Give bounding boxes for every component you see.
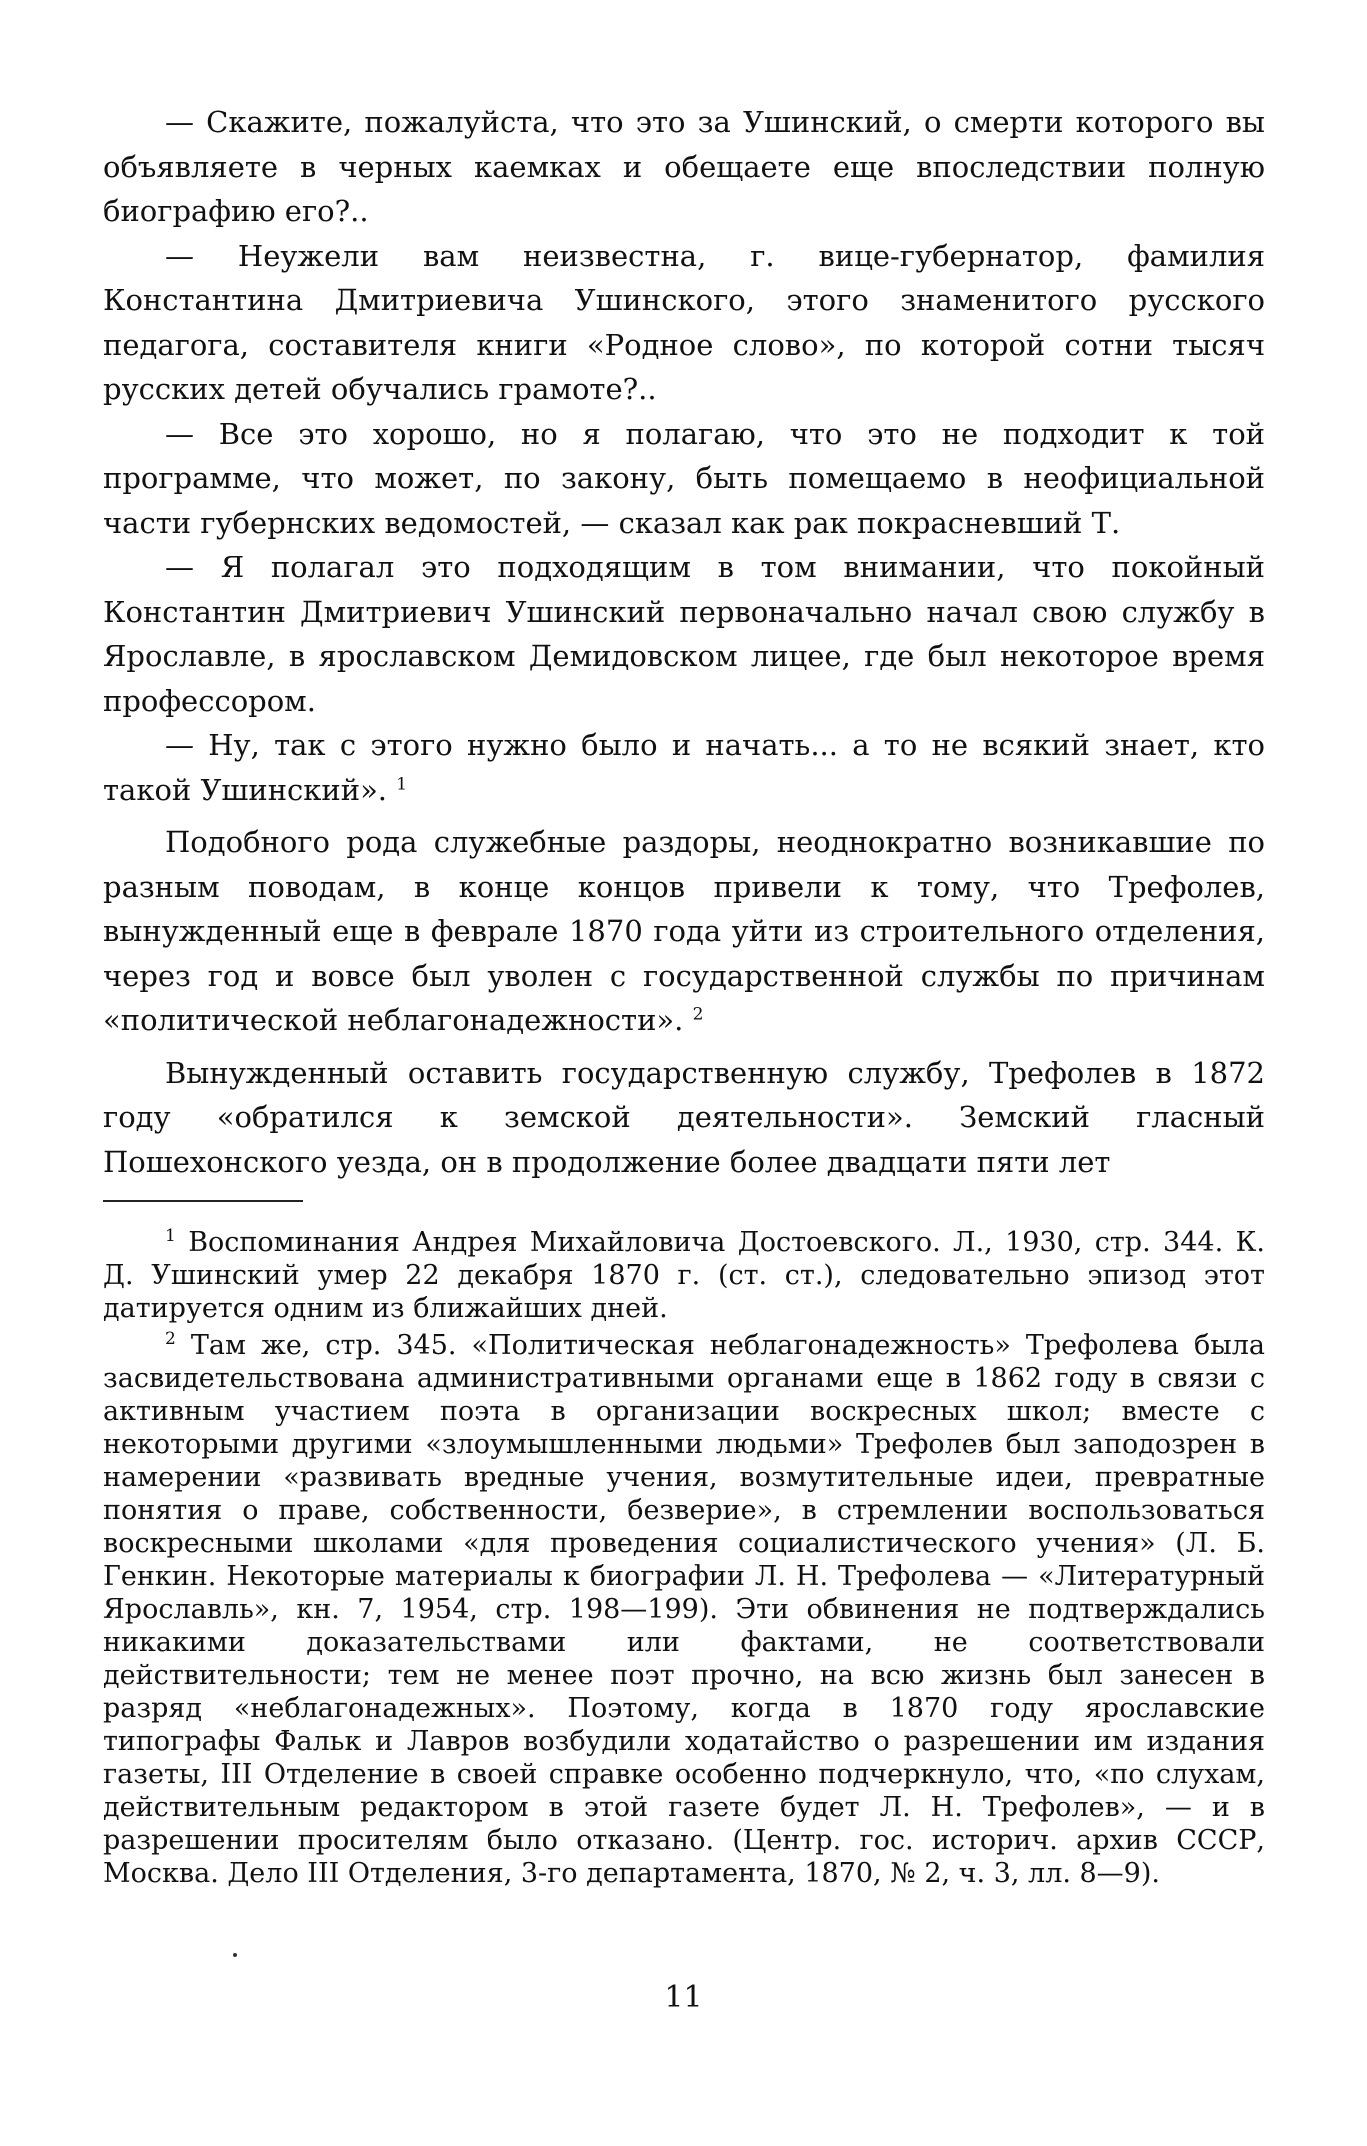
dialogue-paragraph-1: — Скажите, пожалуйста, что это за Ушинский, о смерти которого вы объявляете в черных каемках и обещаете еще впоследствии полную биографию его?.. [103, 105, 1265, 228]
print-speck [233, 1953, 237, 1957]
footnote-1 [103, 1226, 1265, 1325]
footnote-ref-2: 2 [692, 1004, 704, 1025]
footnote-ref-1: 1 [396, 773, 408, 794]
body-paragraph-1 [103, 820, 1265, 1043]
footnotes [103, 1226, 1265, 1890]
dialogue-paragraph-3: — Все это хорошо, но я полагаю, что это не подходит к той программе, что может, по закону, быть помещаемо в неофициальной части губернских ведомостей, — сказал как рак покрасневший Т. [103, 416, 1265, 540]
footnote-2-text: Там же, стр. 345. «Политическая неблагонадежность» Трефолева была засвидетельствована административными органами еще в 1862 году в связи с активным участием поэта в организации воскресных школ; вместе с некоторыми другими «злоумышленными людьми» Трефолев был заподозрен в намерении «развивать вредные учения, возмутительные идеи, превратные понятия о праве, собственности, безверие», в стремлении воспользоваться воскресными школами «для проведения социалистического учения» (Л. Б. Генкин. Некоторые материалы к биографии Л. Н. Трефолева — «Литературный Ярославль», кн. 7, 1954, стр. 198—199). Эти обвинения не подтверждались никакими доказательствами или фактами, не соответствовали действительности; тем не менее поэт прочно, на всю жизнь был занесен в разряд «неблагонадежных». Поэтому, когда в 1870 году ярославские типографы Фальк и Лавров возбудили ходатайство о разрешении им издания газеты, III Отделение в своей справке особенно подчеркнуло, что, «по слухам, действительным редактором в этой газете будет Л. Н. Трефолев», — и в разрешении просителям было отказано. (Центр. гос. историч. архив СССР, Москва. Дело III Отделения, 3-го департамента, 1870, № 2, ч. 3, лл. 8—9). [103, 1330, 1265, 1889]
footnote-2-number: 2 [165, 1329, 176, 1349]
page-content [103, 100, 1265, 1890]
dialogue-paragraph-5-text: — Ну, так с этого нужно было и начать... а то не всякий знает, кто такой Ушинский». [103, 728, 1265, 807]
dialogue-paragraph-2: — Неужели вам неизвестна, г. вице-губернатор, фамилия Константина Дмитриевича Ушинского, этого знаменитого русского педагога, составителя книги «Родное слово», по которой сотни тысяч русских детей обучались грамоте?.. [103, 238, 1265, 406]
footnote-divider [103, 1200, 303, 1202]
footnote-1-text: Воспоминания Андрея Михайловича Достоевского. Л., 1930, стр. 344. К. Д. Ушинский умер 22 декабря 1870 г. (ст. ст.), следовательно эпизод этот датируется одним из ближайших дней. [103, 1227, 1265, 1324]
footnote-2 [103, 1329, 1265, 1890]
page-number: 11 [664, 1980, 703, 2015]
dialogue-paragraph-4: — Я полагал это подходящим в том внимании, что покойный Константин Дмитриевич Ушинский первоначально начал свою службу в Ярославле, в ярославском Демидовском лицее, где был некоторое время профессором. [103, 550, 1265, 718]
body-paragraph-1-text: Подобного рода служебные раздоры, неоднократно возникавшие по разным поводам, в конце концов привели к тому, что Трефолев, вынужденный еще в феврале 1870 года уйти из строительного отделения, через год и вовсе был уволен с государственной службы по причинам «политической неблагонадежности». [103, 825, 1265, 1037]
body-paragraph-2: Вынужденный оставить государственную службу, Трефолев в 1872 году «обратился к земской деятельности». Земский гласный Пошехонского уезда, он в продолжение более двадцати пяти лет [103, 1055, 1265, 1179]
dialogue-paragraph-5 [103, 723, 1265, 812]
main-text [103, 100, 1265, 1184]
footnote-1-number: 1 [165, 1226, 176, 1246]
